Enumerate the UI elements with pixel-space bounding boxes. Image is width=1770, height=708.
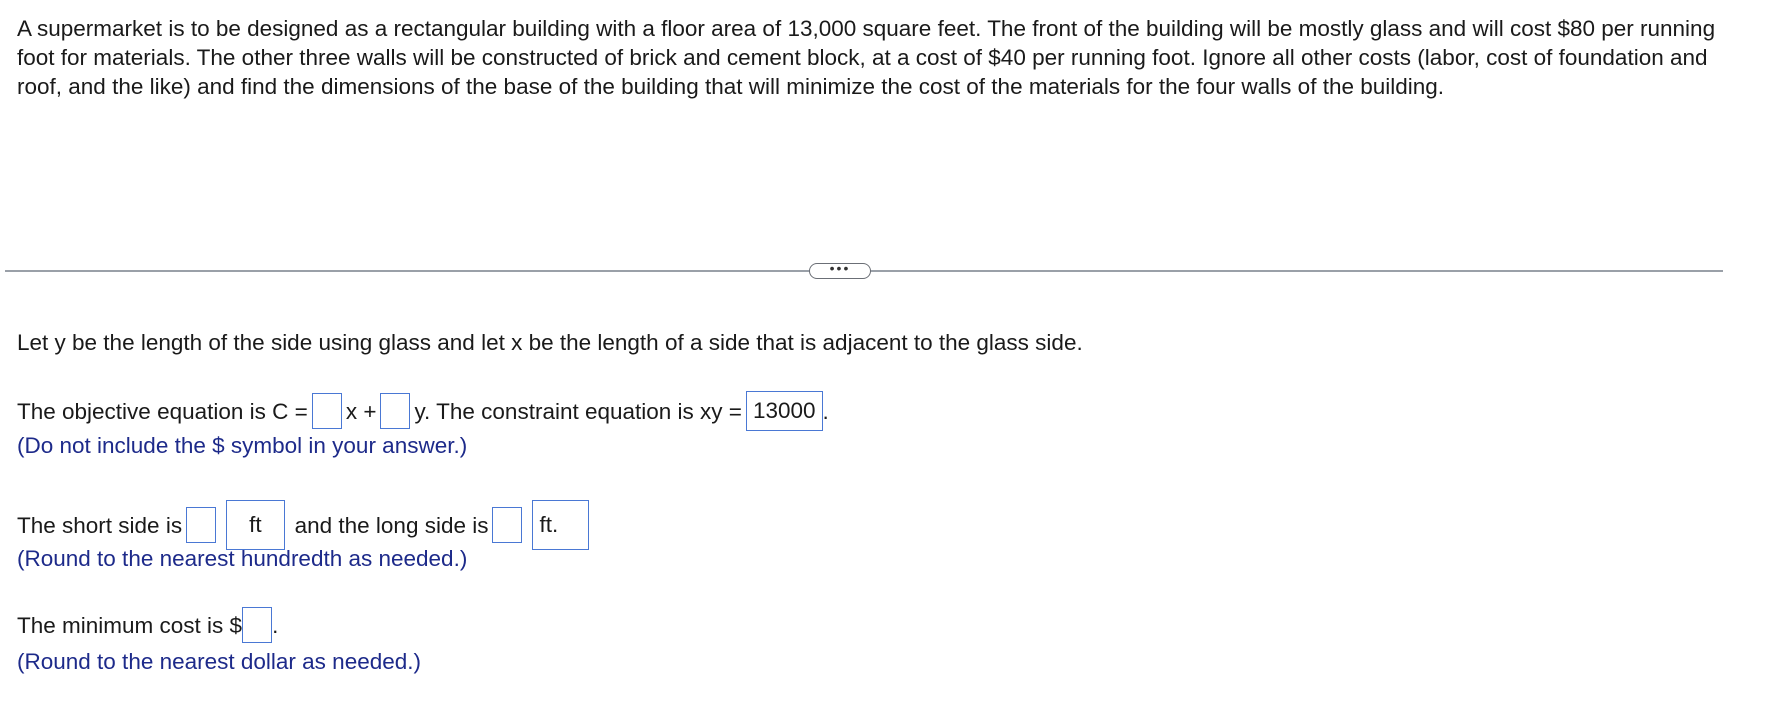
problem-statement: A supermarket is to be designed as a rectangular building with a floor area of 13,000 square feet. The front of the building will be mostly glass and will cost $80 per running foot for materials. The other three walls will be constructed of brick and cement block, at a cost of $40 per running foot. Ignore all other costs (labor, cost of foundation and roof, and the like) and find the dimensions of the base of the building that will minimize the cost of the materials for the four walls of the building. — [17, 16, 1716, 99]
objective-prefix: The objective equation is C = — [17, 398, 308, 424]
constraint-label: y. The constraint equation is xy = — [414, 398, 742, 424]
short-side-input[interactable] — [186, 507, 216, 543]
cost-prefix: The minimum cost is $ — [17, 612, 243, 638]
objective-suffix: . — [822, 398, 829, 424]
x-coefficient-input[interactable] — [312, 393, 342, 429]
long-side-label: and the long side is — [294, 512, 489, 538]
section-divider — [5, 260, 1723, 281]
objective-hint: (Do not include the $ symbol in your answer.) — [17, 433, 468, 458]
constraint-value-input[interactable]: 13000 — [746, 391, 823, 431]
long-side-unit-box: ft. — [532, 500, 589, 550]
y-coefficient-input[interactable] — [380, 393, 410, 429]
cost-row — [17, 609, 278, 645]
minimum-cost-input[interactable] — [242, 607, 272, 643]
sides-hint: (Round to the nearest hundredth as needed.) — [17, 546, 468, 571]
x-term-label: x + — [345, 398, 377, 424]
long-side-input[interactable] — [492, 507, 522, 543]
more-options-button[interactable]: ••• — [809, 263, 871, 279]
variable-definition: Let y be the length of the side using glass and let x be the length of a side that is adjacent to the glass side. — [17, 330, 1083, 355]
objective-equation-row — [17, 393, 829, 433]
cost-hint: (Round to the nearest dollar as needed.) — [17, 649, 422, 674]
short-side-unit-box: ft — [226, 500, 285, 550]
short-side-prefix: The short side is — [17, 512, 183, 538]
cost-suffix: . — [272, 612, 279, 638]
